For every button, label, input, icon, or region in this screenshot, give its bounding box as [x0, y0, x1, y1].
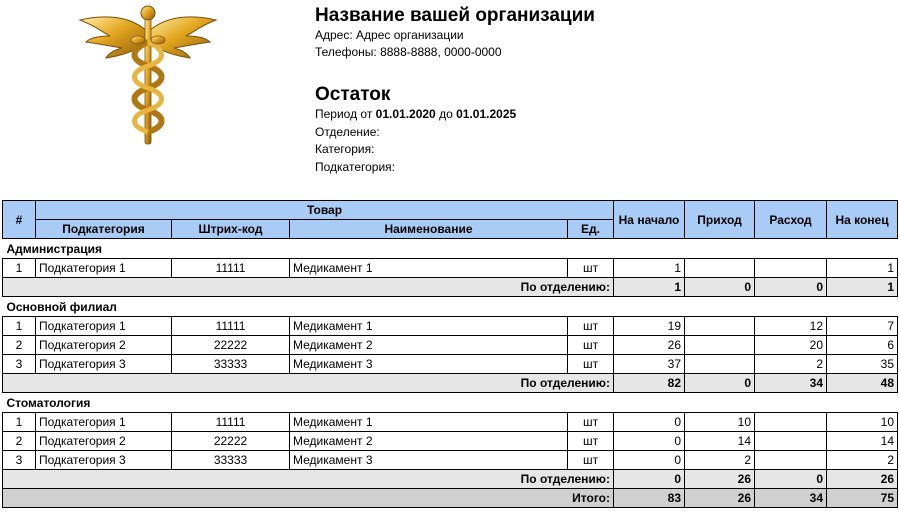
cell-subcategory: Подкатегория 1 [36, 413, 172, 432]
subtotal-income: 0 [685, 278, 755, 297]
col-header-num: # [3, 201, 36, 239]
period-mid: до [439, 107, 453, 121]
report-title: Остаток [315, 84, 391, 105]
cell-end: 14 [827, 432, 898, 451]
total-label: Итого: [3, 489, 614, 508]
col-header-unit: Ед. [568, 220, 614, 239]
cell-expense: 2 [755, 355, 827, 374]
cell-expense: 12 [755, 317, 827, 336]
subtotal-start: 0 [614, 470, 685, 489]
cell-barcode: 11111 [172, 317, 290, 336]
col-header-income: Приход [685, 201, 755, 239]
cell-income: 10 [685, 413, 755, 432]
cell-subcategory: Подкатегория 2 [36, 432, 172, 451]
table-row [3, 317, 898, 336]
subtotal-end: 1 [827, 278, 898, 297]
group-header-row [3, 239, 898, 259]
col-header-name: Наименование [290, 220, 568, 239]
cell-unit: шт [568, 259, 614, 278]
organization-name: Название вашей организации [315, 5, 595, 26]
report-header [315, 84, 516, 176]
subtotal-row [3, 470, 898, 489]
caduceus-logo-icon [76, 2, 220, 148]
cell-subcategory: Подкатегория 1 [36, 317, 172, 336]
cell-unit: шт [568, 413, 614, 432]
stock-table [2, 200, 898, 508]
cell-name: Медикамент 1 [290, 317, 568, 336]
cell-num: 2 [3, 432, 36, 451]
cell-unit: шт [568, 336, 614, 355]
cell-income [685, 355, 755, 374]
cell-end: 2 [827, 451, 898, 470]
cell-barcode: 33333 [172, 355, 290, 374]
cell-barcode: 11111 [172, 259, 290, 278]
cell-income [685, 259, 755, 278]
cell-start: 0 [614, 451, 685, 470]
subtotal-expense: 34 [755, 374, 827, 393]
total-expense: 34 [755, 489, 827, 508]
period-to: 01.01.2025 [456, 107, 517, 121]
category-label: Категория: [315, 142, 375, 156]
report-period [315, 106, 516, 124]
col-header-barcode: Штрих-код [172, 220, 290, 239]
cell-expense [755, 413, 827, 432]
col-header-goods: Товар [36, 201, 614, 220]
subtotal-income: 0 [685, 374, 755, 393]
cell-barcode: 22222 [172, 432, 290, 451]
cell-subcategory: Подкатегория 1 [36, 259, 172, 278]
cell-num: 1 [3, 259, 36, 278]
subtotal-row [3, 374, 898, 393]
table-row [3, 259, 898, 278]
cell-barcode: 11111 [172, 413, 290, 432]
group-title: Администрация [3, 239, 898, 259]
cell-unit: шт [568, 451, 614, 470]
subtotal-row [3, 278, 898, 297]
cell-income [685, 317, 755, 336]
cell-end: 1 [827, 259, 898, 278]
cell-num: 1 [3, 317, 36, 336]
cell-start: 19 [614, 317, 685, 336]
cell-barcode: 33333 [172, 451, 290, 470]
cell-end: 6 [827, 336, 898, 355]
cell-subcategory: Подкатегория 3 [36, 451, 172, 470]
subtotal-end: 26 [827, 470, 898, 489]
cell-expense [755, 259, 827, 278]
department-label: Отделение: [315, 124, 380, 139]
cell-start: 0 [614, 432, 685, 451]
subcategory-label: Подкатегория: [315, 159, 395, 174]
subtotal-expense: 0 [755, 278, 827, 297]
cell-start: 0 [614, 413, 685, 432]
cell-unit: шт [568, 355, 614, 374]
subtotal-label: По отделению: [3, 470, 614, 489]
cell-name: Медикамент 3 [290, 451, 568, 470]
group-title: Основной филиал [3, 297, 898, 317]
cell-name: Медикамент 2 [290, 432, 568, 451]
cell-unit: шт [568, 317, 614, 336]
cell-end: 35 [827, 355, 898, 374]
table-row [3, 336, 898, 355]
table-row [3, 413, 898, 432]
cell-name: Медикамент 3 [290, 355, 568, 374]
table-row [3, 432, 898, 451]
organization-header [315, 5, 595, 61]
cell-end: 7 [827, 317, 898, 336]
cell-num: 3 [3, 355, 36, 374]
cell-income [685, 336, 755, 355]
subtotal-start: 1 [614, 278, 685, 297]
group-title: Стоматология [3, 393, 898, 413]
total-income: 26 [685, 489, 755, 508]
table-body [3, 239, 898, 508]
group-header-row [3, 393, 898, 413]
period-from: 01.01.2020 [375, 107, 436, 121]
cell-subcategory: Подкатегория 3 [36, 355, 172, 374]
cell-income: 2 [685, 451, 755, 470]
cell-barcode: 22222 [172, 336, 290, 355]
col-header-subcategory: Подкатегория [36, 220, 172, 239]
subtotal-expense: 0 [755, 470, 827, 489]
cell-unit: шт [568, 432, 614, 451]
total-start: 83 [614, 489, 685, 508]
cell-expense: 20 [755, 336, 827, 355]
period-prefix: Период от [315, 107, 373, 121]
total-end: 75 [827, 489, 898, 508]
table-row [3, 451, 898, 470]
cell-start: 1 [614, 259, 685, 278]
cell-end: 10 [827, 413, 898, 432]
col-header-expense: Расход [755, 201, 827, 239]
cell-num: 1 [3, 413, 36, 432]
cell-expense [755, 451, 827, 470]
table-row [3, 355, 898, 374]
subtotal-end: 48 [827, 374, 898, 393]
cell-subcategory: Подкатегория 2 [36, 336, 172, 355]
table-head [3, 201, 898, 239]
organization-address: Адрес: Адрес организации [315, 28, 464, 42]
col-header-end: На конец [827, 201, 898, 239]
cell-start: 37 [614, 355, 685, 374]
grand-total-row [3, 489, 898, 508]
cell-income: 14 [685, 432, 755, 451]
subtotal-label: По отделению: [3, 374, 614, 393]
cell-name: Медикамент 2 [290, 336, 568, 355]
organization-phones: Телефоны: 8888-8888, 0000-0000 [315, 45, 502, 59]
cell-num: 2 [3, 336, 36, 355]
cell-start: 26 [614, 336, 685, 355]
subtotal-income: 26 [685, 470, 755, 489]
cell-expense [755, 432, 827, 451]
subtotal-label: По отделению: [3, 278, 614, 297]
cell-name: Медикамент 1 [290, 259, 568, 278]
col-header-start: На начало [614, 201, 685, 239]
group-header-row [3, 297, 898, 317]
cell-name: Медикамент 1 [290, 413, 568, 432]
subtotal-start: 82 [614, 374, 685, 393]
cell-num: 3 [3, 451, 36, 470]
